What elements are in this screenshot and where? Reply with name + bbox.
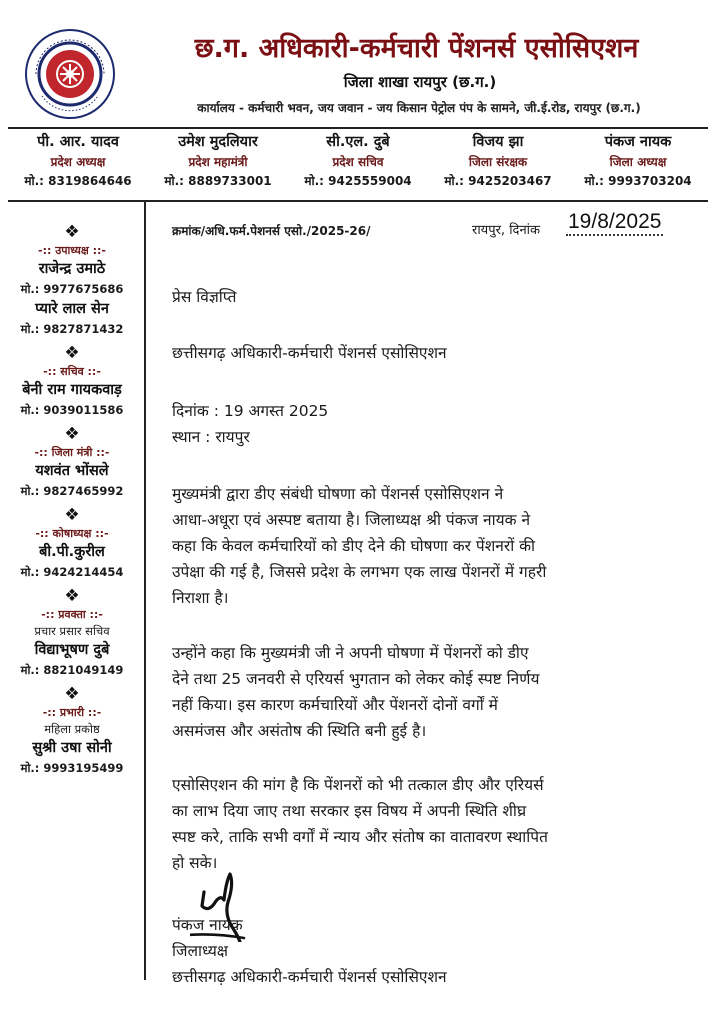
paragraph-line: निराशा है। — [172, 589, 229, 607]
diamond-ornament-icon: ❖ — [64, 343, 80, 363]
group-title: -:: सचिव ::- — [43, 365, 101, 378]
member-name: बी.पी.कुरील — [39, 544, 105, 560]
press-release-heading: प्रेस विज्ञप्ति — [172, 288, 237, 306]
diamond-ornament-icon: ❖ — [64, 684, 80, 704]
place-date-label: रायपुर, दिनांक — [472, 223, 541, 238]
member-name: सुश्री उषा सोनी — [32, 740, 112, 756]
sidebar-group-vice-president — [0, 222, 144, 339]
member-name: विद्याभूषण दुबे — [34, 642, 110, 658]
signatory-role: जिलाध्यक्ष — [172, 942, 228, 960]
group-subtitle: महिला प्रकोष्ठ — [44, 722, 100, 736]
diamond-ornament-icon: ❖ — [64, 586, 80, 606]
paragraph-line: एसोसिएशन की मांग है कि पेंशनरों को भी तत्काल डीए और एरियर्स — [172, 776, 544, 794]
officer-card — [148, 132, 288, 198]
handwritten-signature-icon — [190, 872, 270, 942]
group-title: -:: उपाध्यक्ष ::- — [38, 244, 106, 257]
group-title: -:: प्रभारी ::- — [42, 706, 102, 719]
place-line: स्थान : रायपुर — [172, 428, 250, 446]
branch-name: जिला शाखा रायपुर (छ.ग.) — [343, 73, 497, 91]
paragraph-line: नहीं किया। इस कारण कर्मचारियों और पेंशनरों दोनों वर्गों में — [172, 696, 498, 714]
member-phone: मो.: 9993195499 — [20, 761, 124, 775]
paragraph-line: स्पष्ट करे, ताकि सभी वर्गों में न्याय और संतोष का वातावरण स्थापित — [172, 828, 548, 846]
office-address: कार्यालय - कर्मचारी भवन, जय जवान - जय किसान पेट्रोल पंप के सामने, जी.ई.रोड, रायपुर (छ.ग.) — [197, 101, 641, 115]
officer-phone: मो.: 9425559004 — [304, 174, 412, 188]
header-divider-top — [8, 127, 708, 129]
sidebar-members — [0, 222, 144, 782]
officer-name: पी. आर. यादव — [37, 134, 119, 150]
organization-line: छत्तीसगढ़ अधिकारी-कर्मचारी पेंशनर्स एसोसिएशन — [172, 344, 447, 362]
member-phone: मो.: 8821049149 — [20, 663, 124, 677]
paragraph-line: मुख्यमंत्री द्वारा डीए संबंधी घोषणा को पेंशनर्स एसोसिएशन ने — [172, 485, 504, 503]
paragraph-line: देने तथा 25 जनवरी से एरियर्स भुगतान को लेकर कोई स्पष्ट निर्णय — [172, 670, 540, 688]
officer-name: विजय झा — [472, 134, 524, 150]
officer-name: पंकज नायक — [604, 134, 672, 150]
sidebar-group-treasurer — [0, 505, 144, 582]
officer-phone: मो.: 9993703204 — [584, 174, 692, 188]
member-name: प्यारे लाल सेन — [35, 301, 109, 317]
signatory-name: पंकज नायक — [172, 916, 243, 934]
member-phone: मो.: 9039011586 — [20, 403, 124, 417]
paragraph-2 — [172, 640, 702, 744]
paragraph-line: का लाभ दिया जाए तथा सरकार इस विषय में अपनी स्थिति शीघ्र — [172, 802, 527, 820]
paragraph-3 — [172, 772, 702, 876]
officer-phone: मो.: 9425203467 — [444, 174, 552, 188]
paragraph-line: उपेक्षा की गई है, जिससे प्रदेश के लगभग एक लाख पेंशनरों में गहरी — [172, 563, 547, 581]
paragraph-line: असमंजस और असंतोष की स्थिति बनी हुई है। — [172, 722, 427, 740]
officer-role: प्रदेश सचिव — [332, 155, 384, 169]
officer-role: जिला अध्यक्ष — [609, 155, 667, 169]
paragraph-line: आधा-अधूरा एवं अस्पष्ट बताया है। जिलाध्यक्ष श्री पंकज नायक ने — [172, 511, 531, 529]
sidebar-divider — [144, 202, 146, 980]
group-title: -:: प्रवक्ता ::- — [41, 608, 103, 621]
handwritten-date: 19/8/2025 — [566, 210, 663, 236]
diamond-ornament-icon: ❖ — [64, 222, 80, 242]
member-phone: मो.: 9827465992 — [20, 484, 124, 498]
date-line: दिनांक : 19 अगस्त 2025 — [172, 402, 329, 420]
officer-card — [288, 132, 428, 198]
officer-role: जिला संरक्षक — [468, 155, 528, 169]
officer-role: प्रदेश अध्यक्ष — [50, 155, 106, 169]
member-phone: मो.: 9424214454 — [20, 565, 124, 579]
sidebar-group-spokesperson — [0, 586, 144, 680]
group-title: -:: कोषाध्यक्ष ::- — [35, 527, 109, 540]
reference-number: क्रमांक/अधि.फर्म.पेशनर्स एसो./2025-26/ — [172, 224, 371, 238]
officer-card — [8, 132, 148, 198]
paragraph-1 — [172, 481, 702, 611]
group-subtitle: प्रचार प्रसार सचिव — [34, 624, 110, 638]
officer-card — [428, 132, 568, 198]
sidebar-group-in-charge — [0, 684, 144, 778]
officer-phone: मो.: 8319864646 — [24, 174, 132, 188]
member-name: बेनी राम गायकवाड़ — [22, 382, 122, 398]
header-divider-bottom — [8, 200, 708, 202]
diamond-ornament-icon: ❖ — [64, 505, 80, 525]
sidebar-group-secretary — [0, 343, 144, 420]
paragraph-line: हो सके। — [172, 854, 218, 872]
organization-title: छ.ग. अधिकारी-कर्मचारी पेंशनर्स एसोसिएशन — [194, 33, 639, 64]
paragraph-line: उन्होंने कहा कि मुख्यमंत्री जी ने अपनी घोषणा में पेंशनरों को डीए — [172, 644, 529, 662]
sidebar-group-district-minister — [0, 424, 144, 501]
association-seal-logo-icon — [24, 28, 116, 120]
member-name: यशवंत भोंसले — [35, 463, 109, 479]
officer-role: प्रदेश महामंत्री — [188, 155, 248, 169]
signatory-organization: छत्तीसगढ़ अधिकारी-कर्मचारी पेंशनर्स एसोसिएशन — [172, 968, 447, 986]
officer-name: उमेश मुदलियार — [178, 134, 258, 150]
group-title: -:: जिला मंत्री ::- — [34, 446, 110, 459]
member-phone: मो.: 9827871432 — [20, 322, 124, 336]
member-name: राजेन्द्र उमाठे — [38, 261, 106, 277]
officers-row — [8, 132, 708, 198]
officer-name: सी.एल. दुबे — [326, 134, 390, 150]
officer-card — [568, 132, 708, 198]
member-phone: मो.: 9977675686 — [20, 282, 124, 296]
officer-phone: मो.: 8889733001 — [164, 174, 272, 188]
diamond-ornament-icon: ❖ — [64, 424, 80, 444]
paragraph-line: कहा कि केवल कर्मचारियों को डीए देने की घोषणा कर पेंशनरों की — [172, 537, 536, 555]
